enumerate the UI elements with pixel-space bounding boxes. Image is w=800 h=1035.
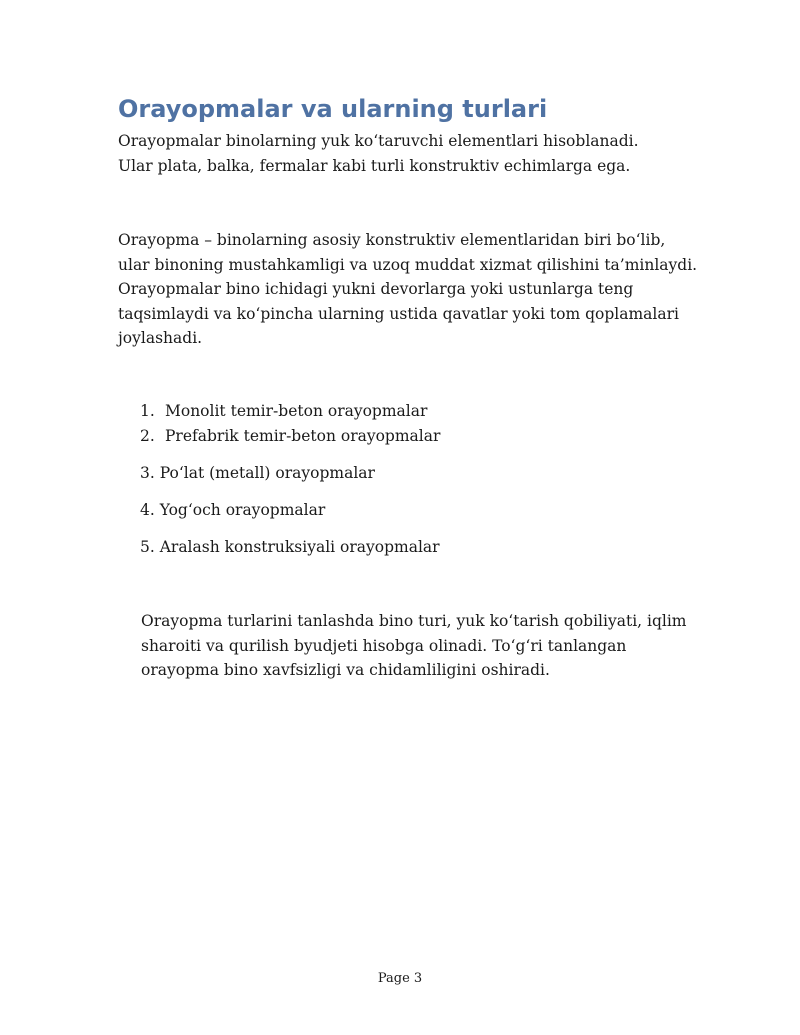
list-item-text: Prefabrik temir-beton orayopmalar — [165, 426, 441, 445]
list-item — [140, 424, 440, 449]
list-item-text: Monolit temir-beton orayopmalar — [165, 402, 428, 420]
intro-paragraph: Orayopmalar binolarning yuk ko‘taruvchi elementlari hisoblanadi. Ular plata, balka, fermalar kabi turli konstruktiv echimlarga ega. — [118, 132, 639, 175]
list-item-mixed: 5. Aralash konstruksiyali orayopmalar — [140, 538, 440, 556]
section-heading: Orayopmalar va ularning turlari — [118, 95, 548, 123]
numbered-list — [140, 399, 440, 448]
list-item-number: 1. — [140, 402, 155, 420]
list-item-steel: 3. Po‘lat (metall) orayopmalar — [140, 464, 375, 482]
list-item-wood: 4. Yog‘och orayopmalar — [140, 501, 326, 519]
page-number: Page 3 — [377, 971, 423, 986]
list-item-number: 2. — [140, 426, 155, 445]
list-item — [140, 399, 440, 424]
description-paragraph: Orayopma – binolarning asosiy konstruktiv elementlaridan biri bo‘lib, ular binoning mustahkamligi va uzoq muddat xizmat qilishini ta’minlaydi. Orayopmalar bino ichidagi yukni devorlarga yoki ustunlarga teng taqsimlaydi va ko‘pincha ularning ustida qavatlar yoki tom qoplamalari joylashadi. — [118, 231, 698, 347]
conclusion-paragraph: Orayopma turlarini tanlashda bino turi, yuk ko‘tarish qobiliyati, iqlim sharoiti va qurilish byudjeti hisobga olinadi. To‘g‘ri tanlangan orayopma bino xavfsizligi va chidamliligini oshiradi. — [141, 612, 687, 679]
